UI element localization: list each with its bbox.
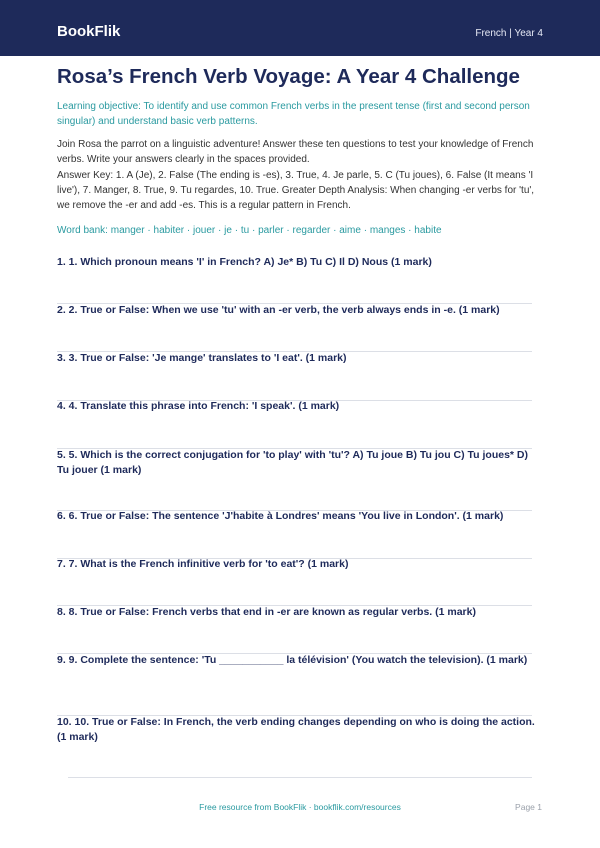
word-bank-word: jouer — [193, 225, 216, 236]
footer-divider — [68, 777, 532, 778]
question-4: 4. 4. Translate this phrase into French: 'I speak'. (1 mark) — [57, 400, 340, 412]
word-bank-word: regarder — [292, 225, 331, 236]
page-title: Rosa’s French Verb Voyage: A Year 4 Challenge — [57, 65, 520, 88]
question-9: 9. 9. Complete the sentence: 'Tu ___________ la télévision' (You watch the television). (1 mark) — [57, 654, 528, 666]
question-2: 2. 2. True or False: When we use 'tu' with an -er verb, the verb always ends in -e. (1 mark) — [57, 304, 500, 316]
word-bank-word: manges — [369, 225, 406, 236]
word-bank-label: Word bank: — [57, 225, 111, 236]
word-bank-word: habiter — [153, 225, 185, 236]
question-8: 8. 8. True or False: French verbs that end in -er are known as regular verbs. (1 mark) — [57, 606, 476, 618]
intro-text: Join Rosa the parrot on a linguistic adventure! Answer these ten questions to test your knowledge of French verbs. Write your answers clearly in the spaces provided. — [57, 139, 534, 165]
question-7: 7. 7. What is the French infinitive verb for 'to eat'? (1 mark) — [57, 558, 349, 570]
subject-year-label: French | Year 4 — [475, 28, 543, 39]
answer-key: Answer Key: 1. A (Je), 2. False (The ending is -es), 3. True, 4. Je parle, 5. C (Tu joues), 6. False (It means 'I live'), 7. Manger, 8. True, 9. Tu regardes, 10. True. Greater Depth Analysis: When changing -er verbs for 'tu', we remove the -er and add -es. This is a regular pattern in French. — [57, 170, 535, 211]
brand-logo: BookFlik — [57, 23, 121, 40]
page-header — [0, 0, 600, 56]
question-1: 1. 1. Which pronoun means 'I' in French? A) Je* B) Tu C) Il D) Nous (1 mark) — [57, 256, 432, 268]
question-5: 5. 5. Which is the correct conjugation for 'to play' with 'tu'? A) Tu joue B) Tu jou C) Tu joues* D) Tu jouer (1 mark) — [57, 449, 529, 476]
word-bank-word: habite — [414, 225, 442, 236]
question-6: 6. 6. True or False: The sentence 'J'habite à Londres' means 'You live in London'. (1 mark) — [57, 510, 504, 522]
page-number: Page 1 — [515, 802, 542, 812]
word-bank-word: aime — [339, 225, 361, 236]
question-10: 10. 10. True or False: In French, the verb ending changes depending on who is doing the action. (1 mark) — [57, 716, 535, 743]
word-bank-word: parler — [258, 225, 284, 236]
question-3: 3. 3. True or False: 'Je mange' translates to 'I eat'. (1 mark) — [57, 352, 347, 364]
word-bank-word: manger — [110, 225, 145, 236]
word-bank-word: je — [224, 225, 232, 236]
footer-source[interactable]: Free resource from BookFlik · bookflik.com/resources — [199, 802, 401, 812]
word-bank: Word bank: manger · habiter · jouer · je · tu · parler · regarder · aime · manges · habite — [57, 225, 442, 236]
learning-objective: Learning objective: To identify and use common French verbs in the present tense (first and second person singular) and understand basic verb patterns. — [57, 101, 530, 127]
word-bank-word: tu — [240, 225, 250, 236]
